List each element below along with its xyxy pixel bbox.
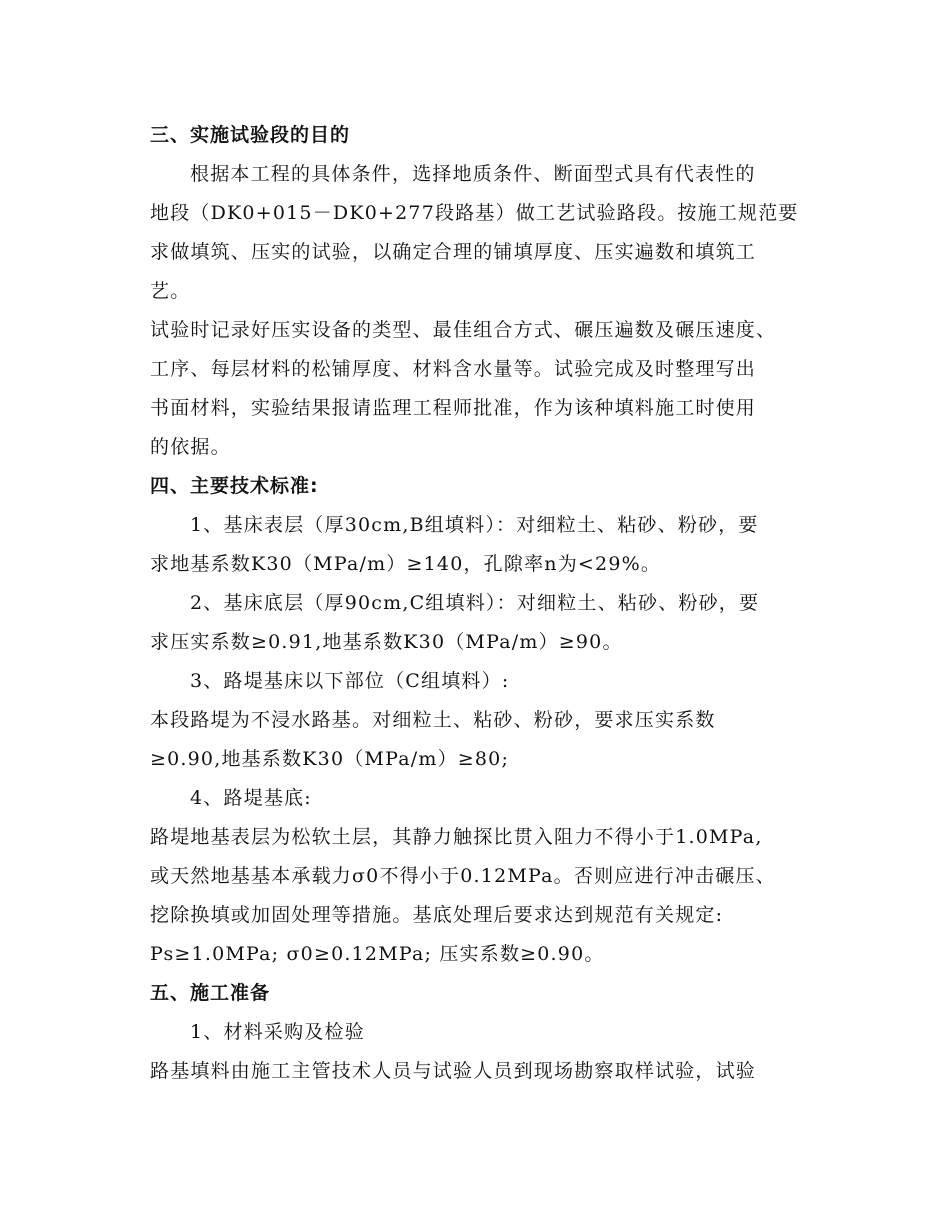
section-heading-4: 四、主要技术标准: (150, 475, 319, 497)
paragraph-line: 试验时记录好压实设备的类型、最佳组合方式、碾压遍数及碾压速度、 (150, 319, 777, 341)
list-item-line: 4、路堤基底: (190, 787, 312, 809)
list-item-line: 1、材料采购及检验 (190, 1021, 365, 1043)
section-heading-3: 三、实施试验段的目的 (150, 124, 351, 146)
paragraph-line: 路基填料由施工主管技术人员与试验人员到现场勘察取样试验，试验 (150, 1060, 757, 1082)
paragraph-line: 根据本工程的具体条件，选择地质条件、断面型式具有代表性的 (190, 163, 756, 185)
paragraph-line: 求地基系数K30（MPa/m）≥140，孔隙率n为<29%。 (150, 553, 662, 575)
paragraph-line: 挖除换填或加固处理等措施。基底处理后要求达到规范有关规定: (150, 904, 724, 926)
document-body (150, 116, 810, 1091)
paragraph-line: 的依据。 (150, 436, 231, 458)
paragraph-line: ≥0.90,地基系数K30（MPa/m）≥80; (150, 748, 510, 770)
paragraph-line: 艺。 (150, 280, 191, 302)
list-item-line: 2、基床底层（厚90cm,C组填料）：对细粒土、粘砂、粉砂，要 (190, 592, 760, 614)
paragraph-line: 书面材料，实验结果报请监理工程师批准，作为该种填料施工时使用 (150, 397, 757, 419)
paragraph-line: 求压实系数≥0.91,地基系数K30（MPa/m）≥90。 (150, 631, 623, 653)
paragraph-line: 求做填筑、压实的试验，以确定合理的铺填厚度、压实遍数和填筑工 (150, 241, 757, 263)
paragraph-line: 路堤地基表层为松软土层，其静力触探比贯入阻力不得小于1.0MPa, (150, 826, 763, 848)
paragraph-line: 本段路堤为不浸水路基。对细粒土、粘砂、粉砂，要求压实系数 (150, 709, 716, 731)
paragraph-line: Ps≥1.0MPa; σ0≥0.12MPa; 压实系数≥0.90。 (150, 943, 605, 965)
list-item-line: 1、基床表层（厚30cm,B组填料）：对细粒土、粘砂、粉砂，要 (190, 514, 759, 536)
list-item-line: 3、路堤基床以下部位（C组填料）: (190, 670, 510, 692)
section-heading-5: 五、施工准备 (150, 982, 271, 1004)
paragraph-line: 地段（DK0+015－DK0+277段路基）做工艺试验路段。按施工规范要 (150, 202, 799, 224)
paragraph-line: 或天然地基基本承载力σ0不得小于0.12MPa。否则应进行冲击碾压、 (150, 865, 776, 887)
paragraph-line: 工序、每层材料的松铺厚度、材料含水量等。试验完成及时整理写出 (150, 358, 757, 380)
